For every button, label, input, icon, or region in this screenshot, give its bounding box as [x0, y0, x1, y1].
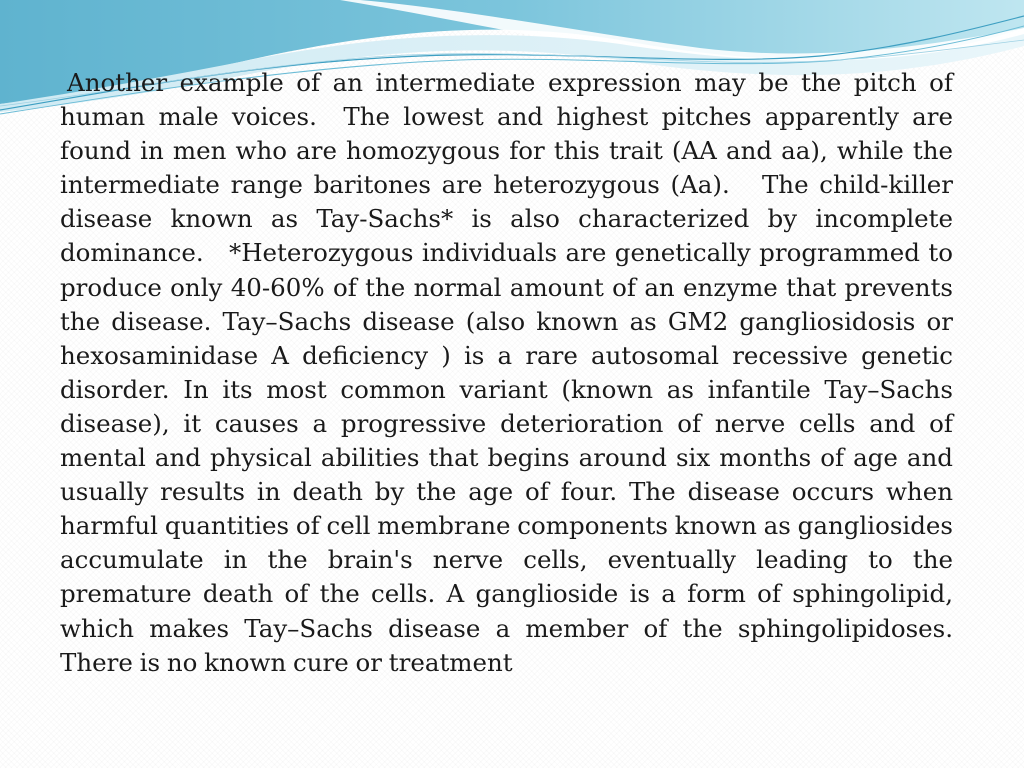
slide-body-text: Another example of an intermediate expression may be the pitch of human male voices. The lowest and highest pitches apparently are found in men who are homozygous for this trait (AA and aa), while the intermediate range baritones are heterozygous (Aa). The child-killer disease known as Tay-Sachs* is also characterized by incomplete dominance. *Heterozygous individuals are genetically programmed to produce only 40-60% of the normal amount of an enzyme that prevents the disease. Tay–Sachs disease (also known as GM2 gangliosidosis or hexosaminidase A deficiency ) is a rare autosomal recessive genetic disorder. In its most common variant (known as infantile Tay–Sachs disease), it causes a progressive deterioration of nerve cells and of mental and physical abilities that begins around six months of age and usually results in death by the age of four. The disease occurs when harmful quantities of cell membrane components known as gangliosides accumulate in the brain's nerve cells, eventually leading to the premature death of the cells. A ganglioside is a form of sphingolipid, which makes Tay–Sachs disease a member of the sphingolipidoses. There is no known cure or treatment — [60, 68, 960, 677]
